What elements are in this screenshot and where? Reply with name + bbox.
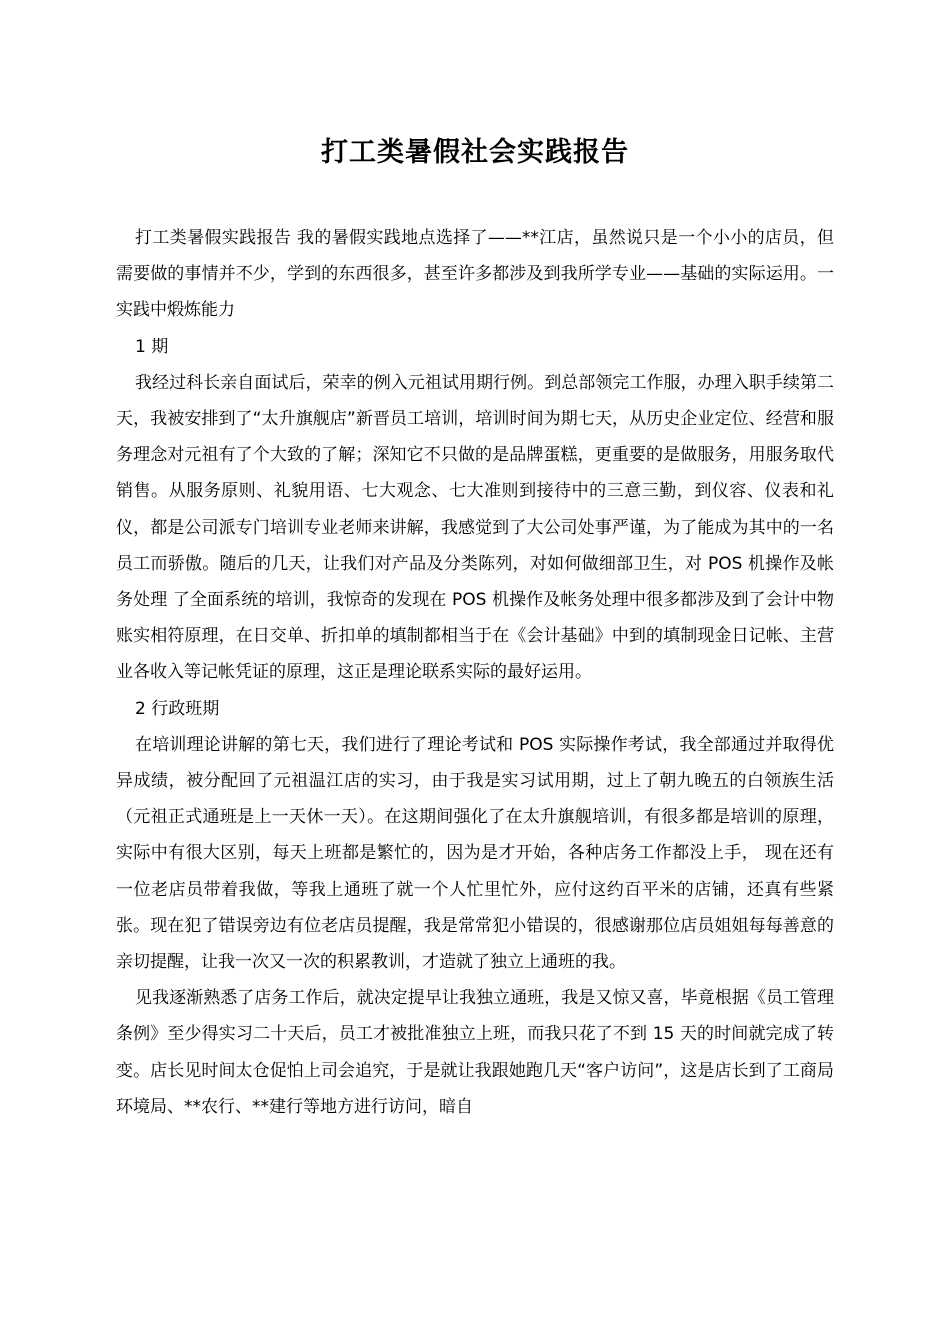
paragraph-internship: 在培训理论讲解的第七天，我们进行了理论考试和 POS 实际操作考试，我全部通过并取得优异成绩，被分配回了元祖温江店的实习，由于我是实习试用期，过上了朝九晚五的白领族生活（元祖正式通班是上一天休一天）。在这期间强化了在太升旗舰培训，有很多都是培训的原理，实际中有很大区别，每天上班都是繁忙的，因为是才开始，各种店务工作都没上手， 现在还有一位老店员带着我做，等我上通班了就一个人忙里忙外，应付这约百平米的店铺，还真有些紧张。现在犯了错误旁边有位老店员提醒，我是常常犯小错误的，很感谢那位店员姐姐每每善意的亲切提醒，让我一次又一次的积累教训，才造就了独立上通班的我。 <box>116 734 834 973</box>
document-body <box>116 220 834 1125</box>
document-title: 打工类暑假社会实践报告 <box>321 137 629 168</box>
section-heading-2: 2 行政班期 <box>135 698 220 719</box>
paragraph-independent-shift: 见我逐渐熟悉了店务工作后，就决定提早让我独立通班，我是又惊又喜，毕竟根据《员工管理条例》至少得实习二十天后，员工才被批准独立上班，而我只花了不到 15 天的时间就完成了转变。店长见时间太仓促怕上司会追究，于是就让我跟她跑几天“客户访问”，这是店长到了工商局环境局、**农行、**建行等地方进行访问，暗自 <box>116 988 834 1117</box>
section-heading-1: 1 期 <box>135 336 169 357</box>
paragraph-training: 我经过科长亲自面试后，荣幸的例入元祖试用期行例。到总部领完工作服，办理入职手续第二天，我被安排到了“太升旗舰店”新晋员工培训，培训时间为期七天，从历史企业定位、经营和服务理念对元祖有了个大致的了解；深知它不只做的是品牌蛋糕，更重要的是做服务，用服务取代销售。从服务原则、礼貌用语、七大观念、七大准则到接待中的三意三勤，到仪容、仪表和礼仪，都是公司派专门培训专业老师来讲解，我感觉到了大公司处事严谨，为了能成为其中的一名员工而骄傲。随后的几天，让我们对产品及分类陈列，对如何做细部卫生，对 POS 机操作及帐务处理 了全面系统的培训，我惊奇的发现在 POS 机操作及帐务处理中很多都涉及到了会计中物账实相符原理，在日交单、折扣单的填制都相当于在《会计基础》中到的填制现金日记帐、主营业各收入等记帐凭证的原理，这正是理论联系实际的最好运用。 <box>116 372 834 683</box>
paragraph-intro: 打工类暑假实践报告 我的暑假实践地点选择了——**江店，虽然说只是一个小小的店员，但需要做的事情并不少，学到的东西很多，甚至许多都涉及到我所学专业——基础的实际运用。一实践中煅炼能力 <box>116 228 834 321</box>
